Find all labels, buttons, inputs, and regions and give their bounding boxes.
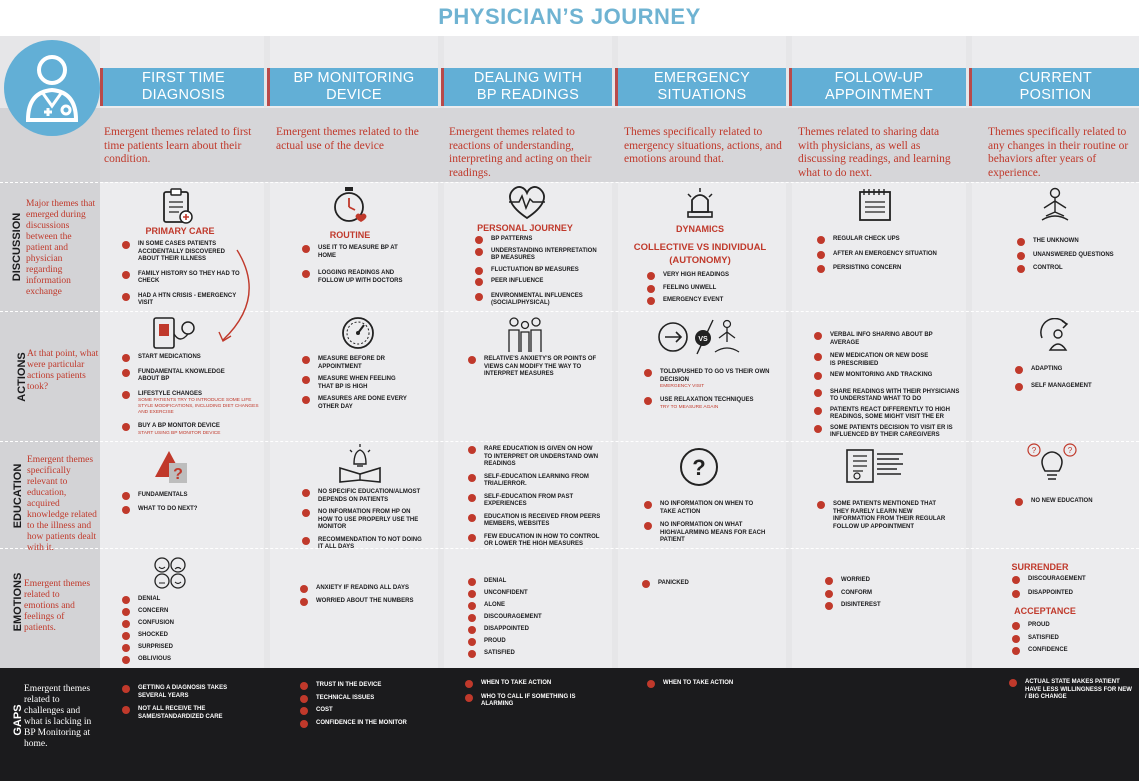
list-item: TECHNICAL ISSUES <box>298 695 418 703</box>
list-item: WHEN TO TAKE ACTION <box>645 680 765 688</box>
svg-text:?: ? <box>173 466 183 483</box>
education-list-3 <box>466 446 601 549</box>
list-item: HAD A HTN CRISIS - EMERGENCY VISIT <box>120 293 240 308</box>
list-item: CONCERN <box>120 608 240 616</box>
column-desc: Emergent themes related to the actual use of the device <box>276 126 419 152</box>
list-item: EMERGENCY EVENT <box>645 297 765 305</box>
list-item: DISCOURAGEMENT <box>466 614 586 622</box>
list-item: ACTUAL STATE MAKES PATIENT HAVE LESS WILLINGNESS FOR NEW / BIG CHANGE <box>1007 679 1135 702</box>
list-item: ADAPTING <box>1013 366 1133 374</box>
row-label-actions: ACTIONS <box>16 352 28 402</box>
list-item: SELF-EDUCATION LEARNING FROM TRIAL/ERROR. <box>466 474 601 489</box>
curved-arrow-icon <box>215 248 265 346</box>
gaps-list-4 <box>645 680 765 688</box>
list-item: PROUD <box>466 638 586 646</box>
emoji-faces-icon <box>152 556 188 590</box>
list-item: DENIAL <box>466 578 586 586</box>
column-desc: Themes specifically related to any changes in their routine or behaviors after years of experience. <box>988 126 1129 179</box>
column-desc: Emergent themes related to first time patients learn about their condition. <box>104 126 252 165</box>
list-item: UNANSWERED QUESTIONS <box>1015 252 1133 260</box>
list-item: WORRIED <box>823 577 943 585</box>
emotions-list-6b <box>1010 622 1130 655</box>
list-item: CONFIDENCE <box>1010 647 1130 655</box>
list-item: SOME PATIENTS DECISION TO VISIT ER IS INFLUENCED BY THEIR CAREGIVERS <box>812 425 962 440</box>
svg-text:?: ? <box>1067 446 1073 455</box>
list-item: START MEDICATIONS <box>120 354 260 362</box>
list-item: DISAPPOINTED <box>1010 590 1130 598</box>
row-label-emotions: EMOTIONS <box>12 572 24 632</box>
column-desc: Themes specifically related to emergency situations, actions, and emotions around that. <box>624 126 782 165</box>
list-item: EDUCATION IS RECEIVED FROM PEERS MEMBERS, WEBSITES <box>466 514 601 529</box>
list-item: ENVIRONMENTAL INFLUENCES (SOCIAL/PHYSICAL) <box>473 293 598 308</box>
vs-label: VS <box>698 336 708 343</box>
list-item: PROUD <box>1010 622 1130 630</box>
list-item: SATISFIED <box>1010 635 1130 643</box>
actions-list-2 <box>300 356 430 411</box>
gaps-list-3 <box>463 680 583 709</box>
svg-text:?: ? <box>692 455 706 480</box>
list-item: DISCOURAGEMENT <box>1010 576 1130 584</box>
list-item: SELF MANAGEMENT <box>1013 383 1133 391</box>
bulb-questions-icon <box>1027 441 1077 485</box>
subtitle-dynamics: DYNAMICS <box>675 224 724 234</box>
column-desc: Emergent themes related to reactions of understanding, interpreting and acting on their readings. <box>449 126 592 179</box>
list-item: BUY A BP MONITOR DEVICE <box>120 423 260 431</box>
row-desc-gaps: Emergent themes related to challenges and what is lacking in BP Monitoring at home. <box>24 684 92 749</box>
doctor-avatar <box>4 40 100 136</box>
question-circle-icon <box>678 446 720 488</box>
subtitle-routine: ROUTINE <box>329 230 371 240</box>
list-item: WHO TO CALL IF SOMETHING IS ALARMING <box>463 694 583 709</box>
education-list-4 <box>642 501 767 545</box>
list-item: WHEN TO TAKE ACTION <box>463 680 583 688</box>
subtitle-primary-care: PRIMARY CARE <box>145 226 215 236</box>
notepad-icon <box>856 186 894 224</box>
try-measure-detail: TRY TO MEASURE AGAIN <box>660 404 719 410</box>
list-item: SHOCKED <box>120 632 240 640</box>
list-item: FLUCTUATION BP MEASURES <box>473 267 598 275</box>
actions-list-1 <box>120 354 260 437</box>
book-bulb-icon <box>338 444 382 484</box>
list-item: CONTROL <box>1015 265 1133 273</box>
emotions-list-1 <box>120 596 240 664</box>
warning-question-icon <box>155 449 191 485</box>
header-current-position: CURRENT POSITION <box>969 68 1139 106</box>
list-item: SATISFIED <box>466 650 586 658</box>
actions-list-3 <box>466 356 601 379</box>
list-item: ALONE <box>466 602 586 610</box>
discussion-list-4 <box>645 272 765 305</box>
list-item: DISINTEREST <box>823 602 943 610</box>
list-item: MEASURE BEFORE DR APPOINTMENT <box>300 356 430 371</box>
list-item: FEW EDUCATION IN HOW TO CONTROL OR LOWER THE HIGH MEASURES <box>466 534 601 549</box>
header-dealing-with-bp-readings: DEALING WITH BP READINGS <box>441 68 612 106</box>
list-item: VERY HIGH READINGS <box>645 272 765 280</box>
list-item: RELATIVE'S ANXIETY'S OR POINTS OF VIEWS CAN MODIFY THE WAY TO INTERPRET MEASURES <box>466 356 601 379</box>
list-item: LIFESTYLE CHANGES <box>120 391 260 399</box>
list-item: REGULAR CHECK UPS <box>815 236 945 244</box>
list-item: SHARE READINGS WITH THEIR PHYSICIANS TO UNDERSTAND WHAT TO DO <box>812 389 962 404</box>
emergency-visit-detail: EMERGENCY VISIT <box>660 384 705 389</box>
list-item: NO SPECIFIC EDUCATION/ALMOST DEPENDS ON PATIENTS <box>300 489 425 504</box>
subtitle-autonomy: (AUTONOMY) <box>669 255 731 266</box>
list-item: NEW MEDICATION OR NEW DOSE IS PRESCRIBIED <box>812 353 930 368</box>
list-item: GETTING A DIAGNOSIS TAKES SEVERAL YEARS <box>120 685 240 700</box>
list-item: NO INFORMATION ON WHEN TO TAKE ACTION <box>642 501 767 516</box>
gaps-list-2 <box>298 682 418 727</box>
list-item: DENIAL <box>120 596 240 604</box>
list-item: VERBAL INFO SHARING ABOUT BP AVERAGE <box>812 332 962 347</box>
list-item: PEER INFLUENCE <box>473 278 598 286</box>
list-item: USE IT TO MEASURE BP AT HOME <box>300 245 408 260</box>
list-item: PERSISTING CONCERN <box>815 265 945 273</box>
list-item: MEASURE WHEN FEELING THAT BP IS HIGH <box>300 376 400 391</box>
list-item: PANICKED <box>640 580 760 588</box>
list-item: ANXIETY IF READING ALL DAYS <box>298 585 428 593</box>
header-bp-monitoring-device: BP MONITORING DEVICE <box>267 68 438 106</box>
list-item: COST <box>298 707 418 715</box>
monitor-detail: START USING BP MONITOR DEVICE <box>138 430 221 436</box>
list-item: DISAPPOINTED <box>466 626 586 634</box>
list-item: BP PATTERNS <box>473 236 598 244</box>
lifestyle-detail: SOME PATIENTS TRY TO INTRODUCE SOME LIFE STYLE MODIFICATIONS, INCLUDING DIET CHANGES AND EXERCISE <box>138 398 259 415</box>
arrow-vs-meditation-icon <box>655 316 745 358</box>
gaps-list-1 <box>120 685 240 721</box>
list-item: USE RELAXATION TECHNIQUES <box>642 397 772 405</box>
emotions-list-3 <box>466 578 586 658</box>
subtitle-personal-journey: PERSONAL JOURNEY <box>477 223 573 233</box>
education-list-6 <box>1013 498 1133 506</box>
row-label-discussion: DISCUSSION <box>11 212 23 282</box>
header-emergency-situations: EMERGENCY SITUATIONS <box>615 68 786 106</box>
list-item: WORRIED ABOUT THE NUMBERS <box>298 598 428 606</box>
list-item: WHAT TO DO NEXT? <box>120 506 250 514</box>
gaps-list-6 <box>1007 679 1135 702</box>
header-follow-up-appointment: FOLLOW-UP APPOINTMENT <box>789 68 966 106</box>
list-item: RARE EDUCATION IS GIVEN ON HOW TO INTERPRET OR UNDERSTAND OWN READINGS <box>466 446 601 469</box>
list-item: MEASURES ARE DONE EVERY OTHER DAY <box>300 396 415 411</box>
list-item: TOLD/PUSHED TO GO VS THEIR OWN DECISION <box>642 369 772 384</box>
list-item: UNDERSTANDING INTERPRETATION BP MEASURES <box>473 248 598 263</box>
row-label-education: EDUCATION <box>12 463 24 529</box>
list-item: FUNDAMENTALS <box>120 492 250 500</box>
subtitle-surrender: SURRENDER <box>1011 562 1069 572</box>
row-desc-discussion: Major themes that emerged during discussions between the patient and physician regarding information exchange <box>26 199 96 297</box>
heart-pulse-icon <box>505 184 549 222</box>
row-label-gaps: GAPS <box>12 704 24 736</box>
siren-icon <box>684 186 716 220</box>
list-item: CONFORM <box>823 590 943 598</box>
subtitle-collective-vs-individual: COLLECTIVE VS INDIVIDUAL <box>633 242 767 253</box>
discussion-list-6 <box>1015 238 1133 273</box>
family-icon <box>505 316 545 354</box>
list-item: NEW MONITORING AND TRACKING <box>812 372 962 380</box>
list-item: SOME PATIENTS MENTIONED THAT THEY RARELY LEARN NEW INFORMATION FROM THEIR REGULAR FOLLOW UP APPOINTMENT <box>815 501 950 531</box>
list-item: NOT ALL RECEIVE THE SAME/STANDARDIZED CARE <box>120 706 240 721</box>
book-text-icon <box>845 446 907 486</box>
row-desc-education: Emergent themes specifically relevant to education, acquired knowledge related to the illness and how patients dealt with it. <box>27 455 97 553</box>
header-first-time-diagnosis: FIRST TIME DIAGNOSIS <box>100 68 264 106</box>
gauge-icon <box>340 316 376 350</box>
actions-list-4 <box>642 369 772 411</box>
discussion-list-3 <box>473 236 598 308</box>
emotions-list-2 <box>298 585 428 605</box>
emotions-list-5 <box>823 577 943 610</box>
doctor-icon <box>4 40 100 136</box>
row-desc-emotions: Emergent themes related to emotions and feelings of patients. <box>24 579 91 633</box>
list-item: UNCONFIDENT <box>466 590 586 598</box>
list-item: NO INFORMATION FROM HP ON HOW TO USE PROPERLY USE THE MONITOR <box>300 509 425 532</box>
list-item: PATIENTS REACT DIFFERENTLY TO HIGH READINGS, SOME MIGHT VISIT THE ER <box>812 407 962 422</box>
list-item: THE UNKNOWN <box>1015 238 1133 246</box>
meditation-icon <box>1036 186 1074 226</box>
education-list-2 <box>300 489 425 552</box>
clipboard-icon <box>160 187 194 225</box>
discussion-list-2 <box>300 245 408 285</box>
education-list-5 <box>815 501 950 531</box>
list-item: FAMILY HISTORY SO THEY HAD TO CHECK <box>120 271 240 286</box>
list-item: LOGGING READINGS AND FOLLOW UP WITH DOCTORS <box>300 270 408 285</box>
list-item: OBLIVIOUS <box>120 656 240 664</box>
list-item: CONFIDENCE IN THE MONITOR <box>298 720 418 728</box>
actions-list-5 <box>812 332 962 440</box>
list-item: SURPRISED <box>120 644 240 652</box>
list-item: AFTER AN EMERGENCY SITUATION <box>815 251 945 259</box>
list-item: CONFUSION <box>120 620 240 628</box>
list-item: NO INFORMATION ON WHAT HIGH/ALARMING MEANS FOR EACH PATIENT <box>642 522 767 545</box>
journey-board <box>0 36 1139 781</box>
list-item: RECOMMENDATION TO NOT DOING IT ALL DAYS <box>300 537 425 552</box>
emotions-list-4 <box>640 580 760 588</box>
discussion-list-5 <box>815 236 945 273</box>
bp-monitor-icon <box>150 314 198 352</box>
list-item: FUNDAMENTAL KNOWLEDGE ABOUT BP <box>120 369 230 384</box>
list-item: SELF-EDUCATION FROM PAST EXPERIENCES <box>466 494 601 509</box>
svg-text:?: ? <box>1031 446 1037 455</box>
list-item: TRUST IN THE DEVICE <box>298 682 418 690</box>
page-title: PHYSICIAN’S JOURNEY <box>438 4 701 29</box>
stopwatch-icon <box>331 185 369 225</box>
actions-list-6 <box>1013 366 1133 390</box>
education-list-1 <box>120 492 250 513</box>
row-desc-actions: At that point, what were particular actions patients took? <box>27 349 99 392</box>
emotions-list-6a <box>1010 576 1130 597</box>
person-cycle-icon <box>1036 318 1076 354</box>
list-item: IN SOME CASES PATIENTS ACCIDENTALLY DISCOVERED ABOUT THEIR ILLNESS <box>120 241 240 264</box>
list-item: FEELING UNWELL <box>645 285 765 293</box>
list-item: NO NEW EDUCATION <box>1013 498 1133 506</box>
subtitle-acceptance: ACCEPTANCE <box>1014 606 1076 616</box>
column-desc: Themes related to sharing data with physicians, as well as discussing readings, and learning what to do next. <box>798 126 951 179</box>
